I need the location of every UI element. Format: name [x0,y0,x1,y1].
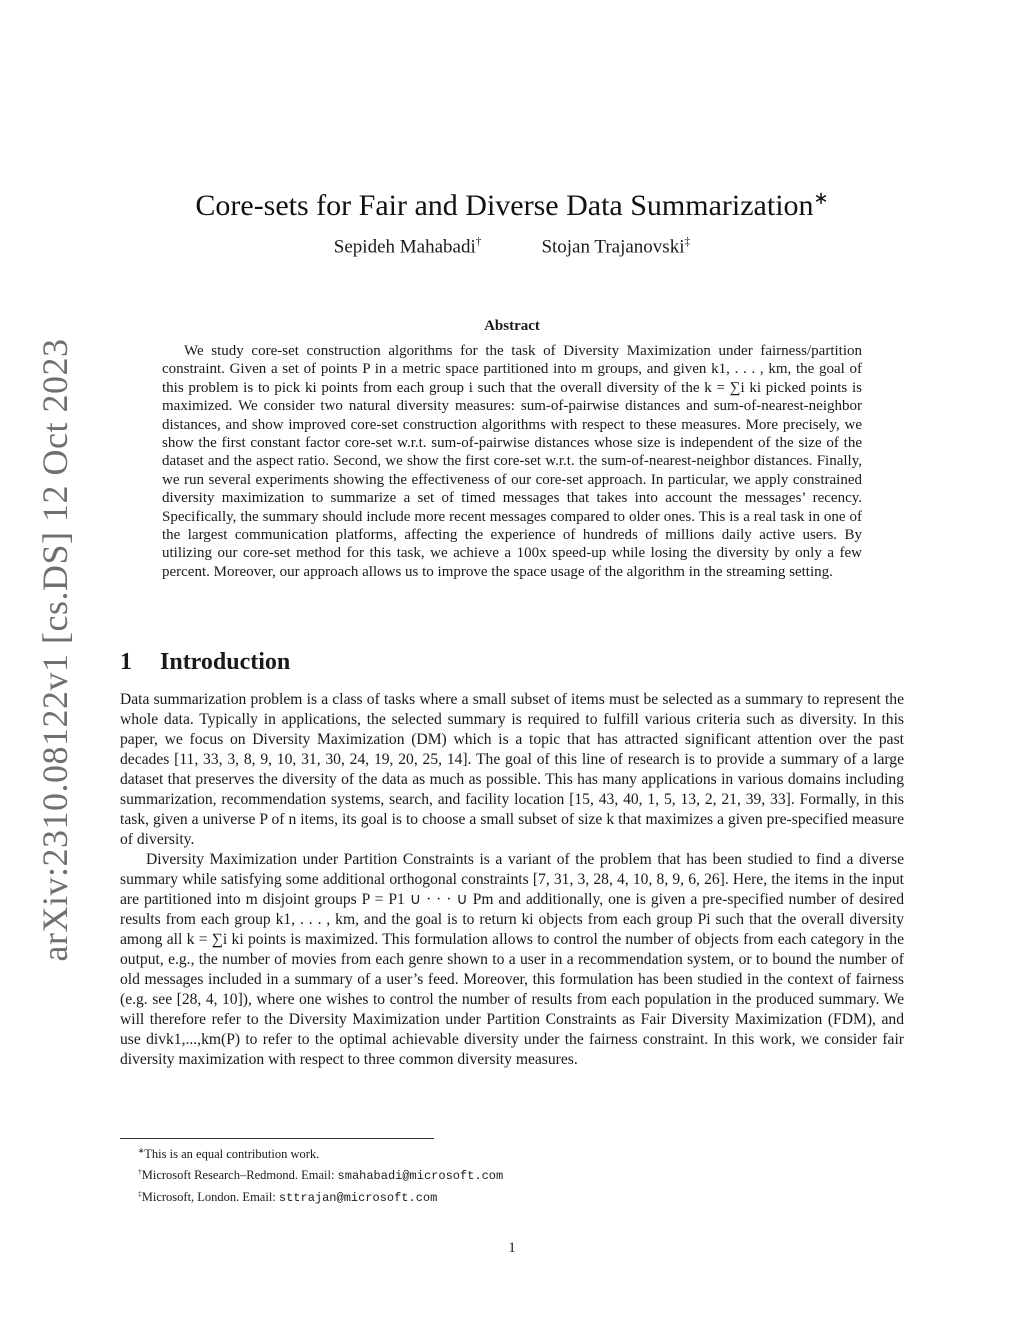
section-heading [120,648,290,676]
email-link-2[interactable]: sttrajan@microsoft.com [278,1191,438,1206]
paper-title [120,180,904,224]
intro-paragraph-2: Diversity Maximization under Partition Constraints is a variant of the problem that has been studied to find a diverse summary while satisfying some additional orthogonal constraints [7, 31, 3, 28, 4, 10, 8, 9, 6, 26]. Here, the items in the input are partitioned into m disjoint groups P = P1 ∪ · · · ∪ Pm and additionally, one is given a pre-specified number of desired results from each group k1, . . . , km, and the goal is to return ki objects from each group Pi such that the overall diversity among all k = ∑i ki points is maximized. This formulation allows to control the number of objects from each category in the output, e.g., the number of movies from each genre shown to a user in a recommendation system, or to bound the number of old messages included in a summary of a user’s feed. Moreover, this formulation has been studied in the context of fairness (e.g. see [28, 4, 10]), where one wishes to control the number of results from each population in the produced summary. We will therefore refer to the Diversity Maximization under Partition Constraints as Fair Diversity Maximization (FDM), and use divk1,...,km(P) to refer to the optimal achievable diversity under the fairness constraint. In this work, we consider fair diversity maximization with respect to three common diversity measures. [120,851,904,1068]
page-number: 1 [508,1240,516,1256]
arxiv-identifier-stamp [0,0,75,962]
section-number: 1 [120,649,132,675]
footnote-2: †Microsoft Research–Redmond. Email: smahabadi@microsoft.com [138,1167,504,1184]
footnote-1: ∗This is an equal contribution work. [138,1146,320,1162]
abstract-body: We study core-set construction algorithms for the task of Diversity Maximization under fairness/partition constraint. Given a set of points P in a metric space partitioned into m groups, and given k1, . . . , km, the goal of this problem is to pick ki points from each group i such that the overall diversity of the k = ∑i ki picked points is maximized. We consider two natural diversity measures: sum-of-pairwise distances and sum-of-nearest-neighbor distances, and show improved core-set construction algorithms with respect to these measures. More precisely, we show the first constant factor core-set w.r.t. sum-of-pairwise distances whose size is independent of the size of the dataset and the aspect ratio. Second, we show the first core-set w.r.t. the sum-of-nearest-neighbor distances. Finally, we run several experiments showing the effectiveness of our core-set approach. In particular, we apply constrained diversity maximization to summarize a set of timed messages that takes into account the messages’ recency. Specifically, the summary should include more recent messages compared to older ones. This is a real task in one of the largest communication platforms, affecting the experience of hundreds of millions daily active users. By utilizing our core-set method for this task, we achieve a 100x speed-up while losing the diversity by only a few percent. Moreover, our approach allows us to improve the space usage of the algorithm in the streaming setting. [162,343,862,580]
section-title: Introduction [160,649,291,675]
abstract-heading: Abstract [484,318,540,334]
footnote-divider [120,1138,434,1139]
arxiv-id-text: arXiv:2310.08122v1 [cs.DS] 12 Oct 2023 [35,338,75,962]
introduction-body [120,690,904,1070]
title-text: Core-sets for Fair and Diverse Data Summarization [195,189,814,222]
email-link-1[interactable]: smahabadi@microsoft.com [337,1169,504,1184]
author-1: Sepideh Mahabadi† [333,236,482,258]
footnote-3: ‡Microsoft, London. Email: sttrajan@microsoft.com [138,1189,438,1206]
footnotes [120,1142,904,1207]
author-list [120,236,904,258]
author-2: Stojan Trajanovski‡ [541,236,691,258]
intro-paragraph-1: Data summarization problem is a class of tasks where a small subset of items must be selected as a summary to represent the whole data. Typically in applications, the selected summary is required to fulfill various criteria such as diversity. In this paper, we focus on Diversity Maximization (DM) which is a topic that has attracted significant attention over the past decades [11, 33, 3, 8, 9, 10, 31, 30, 24, 19, 20, 25, 14]. The goal of this line of research is to provide a summary of a large dataset that preserves the diversity of the data as much as possible. This has many applications in various domains including summarization, recommendation systems, search, and facility location [15, 43, 40, 1, 5, 13, 2, 21, 39, 33]. Formally, in this task, given a universe P of n items, its goal is to choose a small subset of size k that maximizes a given pre-specified measure of diversity. [120,691,904,848]
title-footnote-mark: ∗ [813,188,829,208]
